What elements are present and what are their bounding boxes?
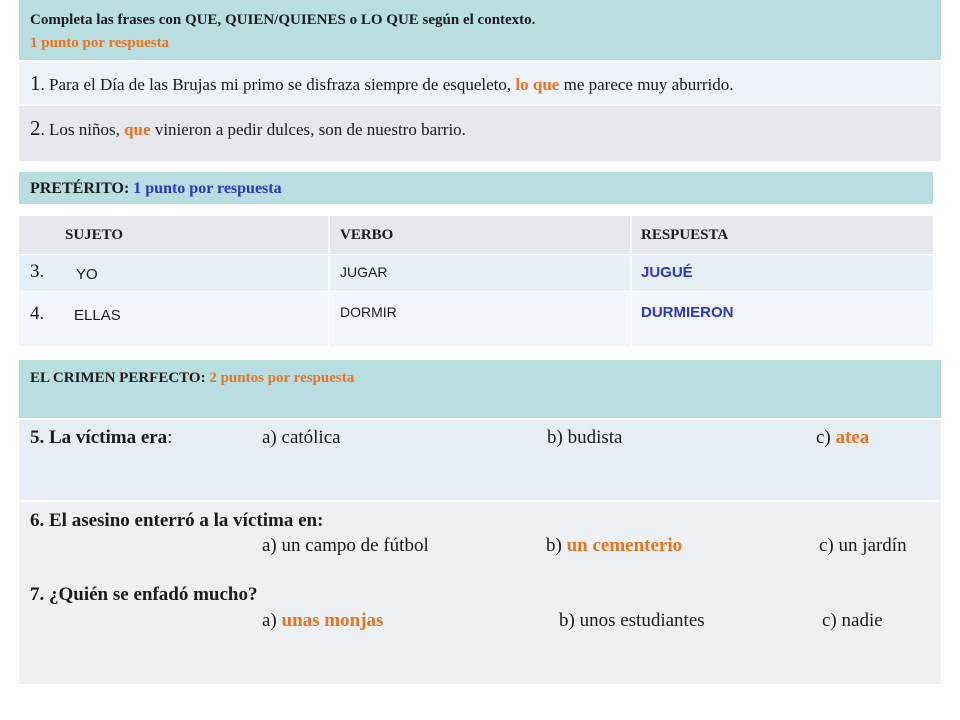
option-b: b) budista bbox=[547, 427, 623, 448]
option-c: c) un jardín bbox=[819, 535, 907, 556]
points-text: 1 punto por respuesta bbox=[30, 35, 170, 51]
question-row-5 bbox=[19, 420, 941, 500]
points-text: 2 puntos por respuesta bbox=[209, 370, 355, 386]
question-number: 2 bbox=[30, 116, 41, 140]
preterito-title-line bbox=[30, 180, 282, 198]
answer-text: unas monjas bbox=[281, 610, 384, 631]
points-text: 1 punto por respuesta bbox=[133, 180, 282, 197]
option-c: c) atea bbox=[816, 427, 870, 448]
option-a: a) católica bbox=[262, 427, 341, 448]
column-header-subject: SUJETO bbox=[19, 216, 330, 254]
question-2 bbox=[30, 116, 466, 141]
answer-cell bbox=[632, 255, 933, 291]
question-6-label: 6. El asesino enterró a la víctima en: bbox=[30, 510, 324, 531]
subject-text: ELLAS bbox=[74, 307, 121, 324]
section-crimen-perfecto bbox=[19, 360, 941, 684]
verb-text: DORMIR bbox=[340, 304, 397, 320]
question-row-2 bbox=[19, 104, 941, 161]
question-text-before: . Para el Día de las Brujas mi primo se disfraza siempre de esqueleto, bbox=[40, 75, 516, 94]
question-text-after: me parece muy aburrido. bbox=[559, 75, 734, 94]
option-b: b) unos estudiantes bbox=[559, 610, 705, 631]
question-text-after: vinieron a pedir dulces, son de nuestro barrio. bbox=[150, 120, 466, 139]
answer-text: lo que bbox=[515, 75, 560, 94]
verb-cell bbox=[330, 255, 632, 291]
preterito-header bbox=[19, 172, 933, 204]
question-row-1 bbox=[19, 60, 941, 104]
answer-text: DURMIERON bbox=[641, 304, 734, 321]
answer-cell bbox=[632, 292, 933, 346]
row-number: 3. bbox=[30, 261, 45, 282]
table-header-row bbox=[19, 216, 933, 254]
section-title: EL CRIMEN PERFECTO: bbox=[30, 370, 210, 386]
question-text-before: . Los niños, bbox=[40, 120, 125, 139]
section-relative-pronouns bbox=[19, 0, 941, 161]
crimen-title-line bbox=[30, 370, 354, 387]
option-c: c) nadie bbox=[822, 610, 883, 631]
question-1 bbox=[30, 71, 734, 96]
answer-text: atea bbox=[835, 427, 870, 448]
subject-text: YO bbox=[76, 266, 98, 283]
option-a: a) un campo de fútbol bbox=[262, 535, 429, 556]
table-row bbox=[19, 292, 933, 346]
verb-text: JUGAR bbox=[340, 264, 388, 280]
verb-cell bbox=[330, 292, 632, 346]
row-number: 4. bbox=[30, 303, 45, 324]
answer-text: un cementerio bbox=[566, 535, 683, 556]
table-row bbox=[19, 255, 933, 291]
question-number: 1 bbox=[30, 71, 41, 95]
section-title: PRETÉRITO: bbox=[30, 180, 134, 197]
question-row-6-7 bbox=[19, 502, 941, 684]
instruction-text: Completa las frases con QUE, QUIEN/QUIENES o LO QUE según el contexto. bbox=[30, 12, 536, 28]
question-7-label: 7. ¿Quién se enfadó mucho? bbox=[30, 584, 258, 605]
preterito-table bbox=[19, 216, 933, 346]
option-b: b) un cementerio bbox=[546, 535, 683, 556]
question-5-label: 5. La víctima era: bbox=[30, 427, 173, 448]
column-header-answer: RESPUESTA bbox=[641, 227, 729, 243]
instructions-header bbox=[19, 0, 941, 60]
subject-cell bbox=[19, 292, 330, 346]
column-header-verb: VERBO bbox=[330, 216, 632, 254]
subject-cell bbox=[19, 255, 330, 291]
option-a: a) unas monjas bbox=[262, 610, 384, 631]
answer-text: que bbox=[124, 120, 151, 139]
crimen-header bbox=[19, 360, 941, 418]
answer-text: JUGUÉ bbox=[641, 264, 693, 281]
